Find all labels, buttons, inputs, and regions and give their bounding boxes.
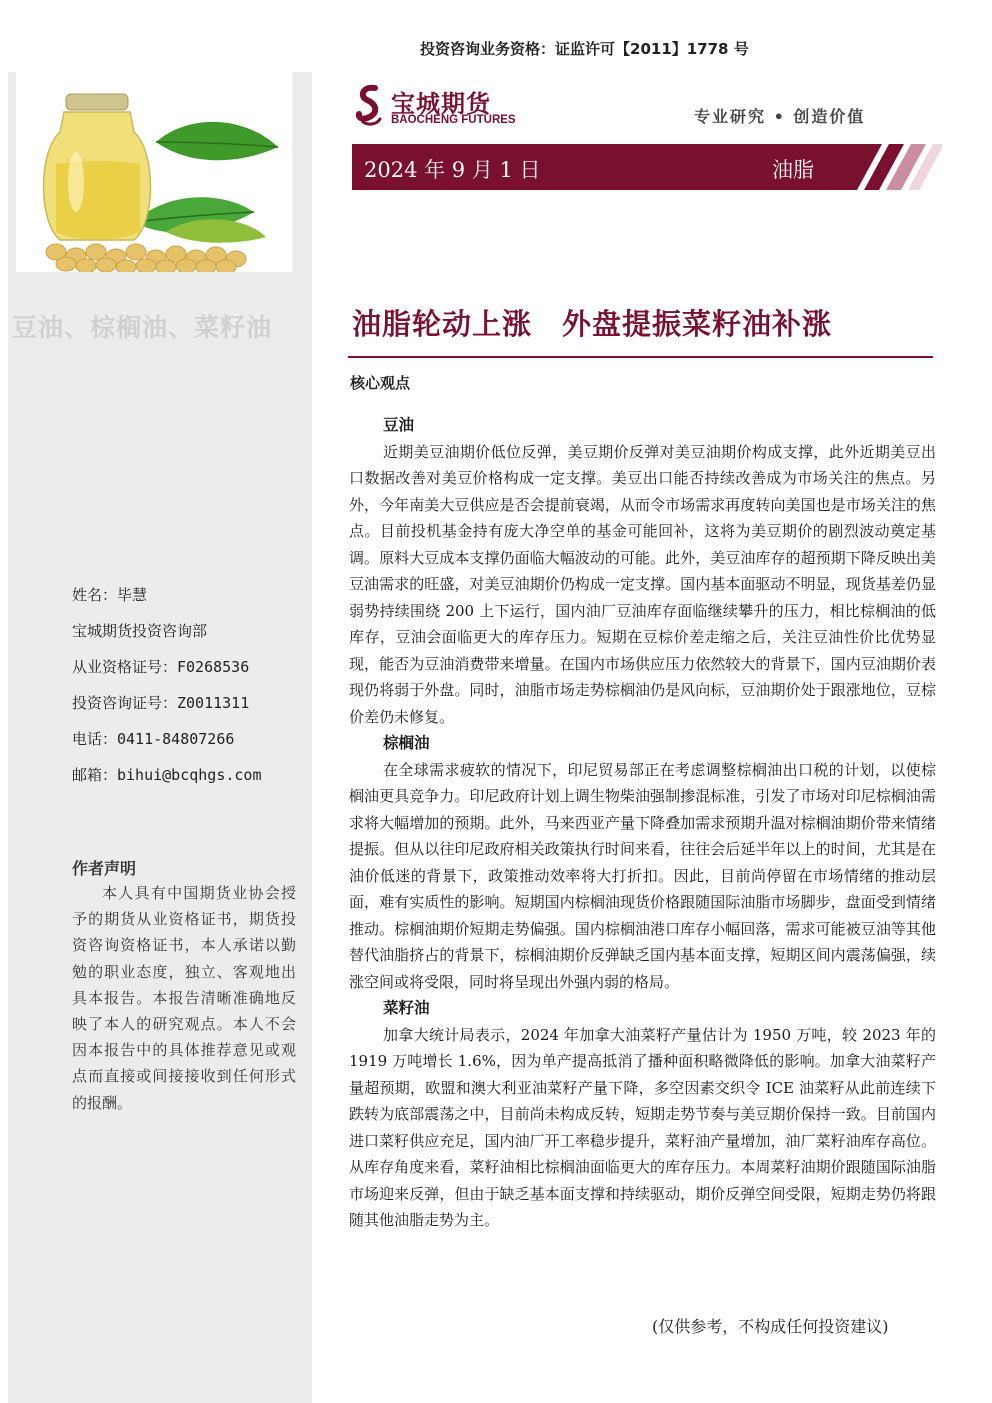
section-heading: 棕榈油 (383, 734, 430, 752)
consulting-number: 投资咨询证号：Z0011311 (72, 694, 250, 712)
analyst-department: 宝城期货投资咨询部 (72, 622, 208, 640)
core-view-label: 核心观点 (350, 374, 411, 392)
sidebar (8, 72, 312, 1403)
report-date: 2024 年 9 月 1 日 (364, 158, 541, 182)
soybean-oil-jar-image (16, 72, 292, 272)
section-paragraph: 在全球需求疲软的情况下，印尼贸易部正在考虑调整棕榈油出口税的计划，以使棕榈油更具竞争力。印尼政府计划上调生物柴油强制掺混标准，引发了市场对印尼棕榈油需求将大幅增加的预期。此外，马来西亚产量下降叠加需求预期升温对棕榈油期价带来情绪提振。但从以往印尼政府相关政策执行时间来看，往往会后延半年以上的时间，尤其是在油价低迷的背景下，政策推动效率将大打折扣。因此，目前尚停留在市场情绪的推动层面，难有实质性的影响。短期国内棕榈油现货价格跟随国际油脂市场脚步，盘面受到情绪推动。棕榈油期价短期走势偏强。国内棕榈油港口库存小幅回落，需求可能被豆油等其他替代油脂挤占的背景下，棕榈油期价反弹缺乏国内基本面支撑，短期区间内震荡偏强，续涨空间或将受限，同时将呈现出外强内弱的格局。 (349, 760, 936, 991)
section-paragraph: 近期美豆油期价低位反弹，美豆期价反弹对美豆油期价构成支撑，此外近期美豆出口数据改善对美豆价格构成一定支撑。美豆出口能否持续改善成为市场关注的焦点。另外，今年南美大豆供应是否会提前衰竭，从而令市场需求再度转向美国也是市场关注的焦点。目前投机基金持有庞大净空单的基金可能回补，这将为美豆期价的剧烈波动奠定基调。原料大豆成本支撑仍面临大幅波动的可能。此外，美豆油库存的超预期下降反映出美豆油需求的旺盛，对美豆油期价仍构成一定支撑。国内基本面驱动不明显，现货基差仍显弱势持续围绕 200 上下运行，国内油厂豆油库存面临继续攀升的压力，相比棕榈油的低库存，豆油会面临更大的库存压力。短期在豆棕价差走缩之后，关注豆油性价比优势显现，能否为豆油消费带来增量。在国内市场供应压力依然较大的背景下，国内豆油期价表现仍将弱于外盘。同时，油脂市场走势棕榈油仍是风向标，豆油期价处于跟涨地位，豆棕价差仍未修复。 (349, 442, 936, 726)
title-divider (348, 356, 933, 358)
slogan-text: 专业研究 • 创造价值 (694, 107, 866, 126)
declaration-title: 作者声明 (72, 859, 137, 878)
logo-mark-icon (355, 84, 385, 128)
license-text: 投资咨询业务资格：证监许可【2011】1778 号 (420, 40, 749, 58)
sidebar-title: 豆油、棕榈油、菜籽油 (12, 313, 273, 342)
phone-number: 电话：0411-84807266 (72, 730, 235, 748)
report-category: 油脂 (772, 158, 814, 182)
disclaimer-text: (仅供参考，不构成任何投资建议) (652, 1317, 889, 1336)
analyst-contact (72, 584, 312, 800)
qualification-number: 从业资格证号：F0268536 (72, 658, 250, 676)
company-logo (355, 84, 535, 132)
analyst-name: 姓名：毕慧 (72, 586, 148, 604)
section-soybean-oil (349, 412, 936, 730)
email-address[interactable]: 邮箱：bihui@bcqhgs.com (72, 766, 262, 784)
logo-en-text: BAOCHENG FUTURES (391, 114, 516, 126)
report-content (349, 412, 936, 1234)
section-heading: 菜籽油 (383, 999, 430, 1017)
declaration-body: 本人具有中国期货业协会授予的期货从业资格证书，期货投资咨询资格证书，本人承诺以勤勉的职业态度，独立、客观地出具本报告。本报告清晰准确地反映了本人的研究观点。本人不会因本报告中的具体推荐意见或观点而直接或间接接收到任何形式的报酬。 (72, 884, 296, 1112)
section-heading: 豆油 (383, 416, 415, 434)
section-palm-oil (349, 730, 936, 995)
logo-cn-text: 宝城期货 (391, 90, 491, 118)
report-title: 油脂轮动上涨 外盘提振菜籽油补涨 (352, 307, 833, 341)
section-rapeseed-oil (349, 995, 936, 1234)
section-paragraph: 加拿大统计局表示，2024 年加拿大油菜籽产量估计为 1950 万吨，较 2023 年的 1919 万吨增长 1.6%，因为单产提高抵消了播种面积略微降低的影响。加拿大油菜籽产量超预期，欧盟和澳大利亚油菜籽产量下降，多空因素交织令 ICE 油菜籽从此前连续下跌转为底部震荡之中，目前尚未构成反转，短期走势节奏与美豆期价保持一致。目前国内进口菜籽供应充足，国内油厂开工率稳步提升，菜籽油产量增加，油厂菜籽油库存高位。从库存角度来看，菜籽油相比棕榈油面临更大的库存压力。本周菜籽油期价跟随国际油脂市场迎来反弹，但由于缺乏基本面支撑和持续驱动，期价反弹空间受限，短期走势仍将跟随其他油脂走势为主。 (349, 1025, 936, 1229)
